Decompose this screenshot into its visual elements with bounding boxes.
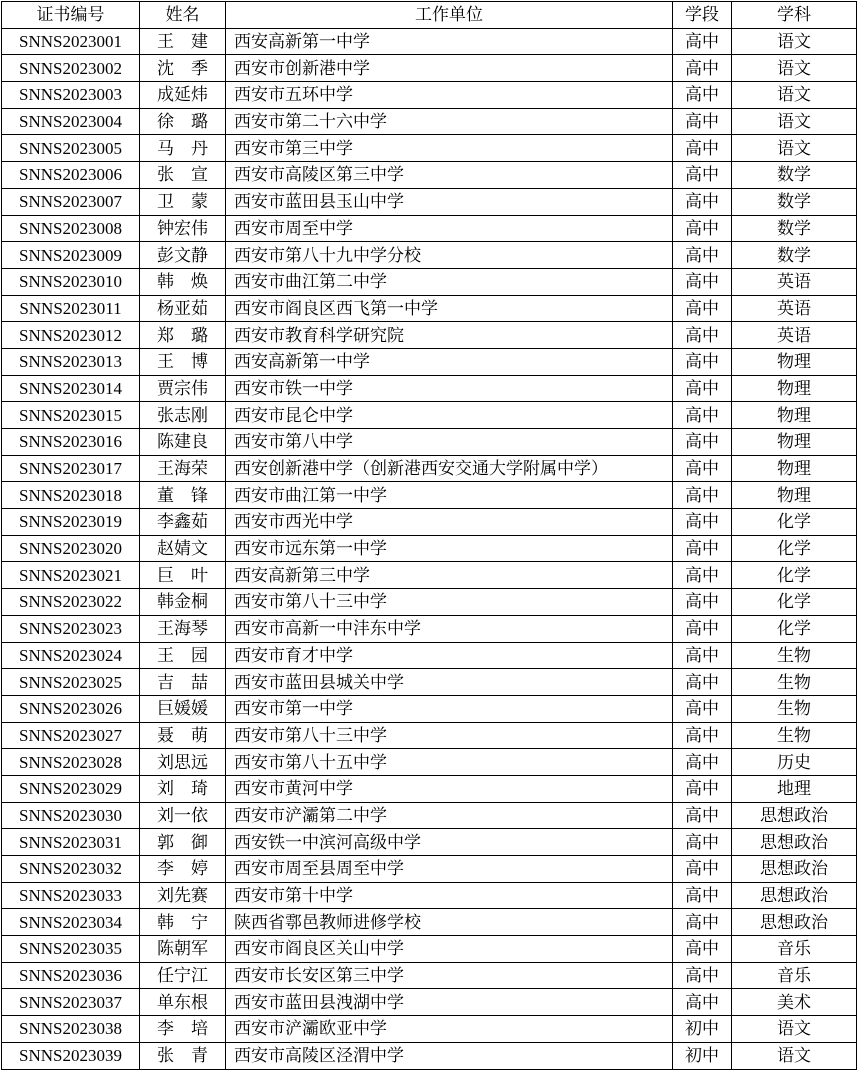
cell-stage: 高中 <box>673 669 732 696</box>
cell-stage: 高中 <box>673 242 732 269</box>
cell-work-unit: 西安市第十中学 <box>226 882 673 909</box>
table-row <box>2 535 857 562</box>
table-row <box>2 348 857 375</box>
table-row <box>2 749 857 776</box>
cell-name: 杨亚茹 <box>140 295 226 322</box>
cell-work-unit: 西安市阎良区西飞第一中学 <box>226 295 673 322</box>
cell-stage: 高中 <box>673 509 732 536</box>
cell-work-unit: 西安市蓝田县玉山中学 <box>226 188 673 215</box>
cell-work-unit: 西安市周至县周至中学 <box>226 856 673 883</box>
cell-subject: 数学 <box>732 215 857 242</box>
cell-subject: 语文 <box>732 28 857 55</box>
cell-name: 刘一依 <box>140 802 226 829</box>
cell-name: 李 婷 <box>140 856 226 883</box>
table-row <box>2 375 857 402</box>
table-row <box>2 429 857 456</box>
table-row <box>2 829 857 856</box>
cell-work-unit: 西安市第一中学 <box>226 695 673 722</box>
header-work-unit: 工作单位 <box>226 2 673 29</box>
cell-name: 张 青 <box>140 1042 226 1069</box>
cell-work-unit: 西安市高陵区泾渭中学 <box>226 1042 673 1069</box>
table-row <box>2 989 857 1016</box>
cell-name: 吉 喆 <box>140 669 226 696</box>
cell-work-unit: 西安市高新一中沣东中学 <box>226 615 673 642</box>
cell-certificate-id: SNNS2023029 <box>2 775 140 802</box>
cell-work-unit: 西安高新第一中学 <box>226 28 673 55</box>
cell-certificate-id: SNNS2023013 <box>2 348 140 375</box>
cell-stage: 高中 <box>673 749 732 776</box>
cell-name: 刘 琦 <box>140 775 226 802</box>
table-row <box>2 1042 857 1069</box>
cell-name: 王 博 <box>140 348 226 375</box>
cell-name: 韩金桐 <box>140 589 226 616</box>
table-row <box>2 1016 857 1043</box>
table-row <box>2 722 857 749</box>
cell-work-unit: 西安市育才中学 <box>226 642 673 669</box>
cell-certificate-id: SNNS2023001 <box>2 28 140 55</box>
cell-name: 韩 宁 <box>140 909 226 936</box>
header-name: 姓名 <box>140 2 226 29</box>
cell-name: 李鑫茹 <box>140 509 226 536</box>
cell-stage: 高中 <box>673 642 732 669</box>
table-row <box>2 188 857 215</box>
cell-subject: 数学 <box>732 188 857 215</box>
cell-certificate-id: SNNS2023028 <box>2 749 140 776</box>
cell-subject: 历史 <box>732 749 857 776</box>
cell-stage: 高中 <box>673 135 732 162</box>
cell-name: 陈朝军 <box>140 936 226 963</box>
cell-stage: 高中 <box>673 856 732 883</box>
cell-stage: 初中 <box>673 1016 732 1043</box>
cell-subject: 思想政治 <box>732 909 857 936</box>
cell-stage: 高中 <box>673 722 732 749</box>
cell-work-unit: 西安市曲江第一中学 <box>226 482 673 509</box>
cell-certificate-id: SNNS2023025 <box>2 669 140 696</box>
table-row <box>2 695 857 722</box>
table-row <box>2 108 857 135</box>
cell-subject: 语文 <box>732 82 857 109</box>
cell-work-unit: 西安市创新港中学 <box>226 55 673 82</box>
cell-subject: 美术 <box>732 989 857 1016</box>
cell-name: 巨 叶 <box>140 562 226 589</box>
cell-certificate-id: SNNS2023026 <box>2 695 140 722</box>
cell-name: 王 园 <box>140 642 226 669</box>
cell-work-unit: 西安市第八十五中学 <box>226 749 673 776</box>
cell-certificate-id: SNNS2023034 <box>2 909 140 936</box>
cell-name: 单东根 <box>140 989 226 1016</box>
cell-certificate-id: SNNS2023014 <box>2 375 140 402</box>
cell-certificate-id: SNNS2023037 <box>2 989 140 1016</box>
cell-subject: 英语 <box>732 295 857 322</box>
cell-name: 马 丹 <box>140 135 226 162</box>
cell-stage: 高中 <box>673 108 732 135</box>
cell-stage: 高中 <box>673 962 732 989</box>
cell-stage: 高中 <box>673 615 732 642</box>
cell-work-unit: 西安市曲江第二中学 <box>226 268 673 295</box>
certificate-table <box>1 1 857 1070</box>
cell-subject: 物理 <box>732 482 857 509</box>
cell-certificate-id: SNNS2023005 <box>2 135 140 162</box>
cell-subject: 生物 <box>732 695 857 722</box>
table-body <box>2 28 857 1069</box>
cell-certificate-id: SNNS2023020 <box>2 535 140 562</box>
cell-name: 贾宗伟 <box>140 375 226 402</box>
cell-certificate-id: SNNS2023019 <box>2 509 140 536</box>
table-row <box>2 455 857 482</box>
cell-subject: 音乐 <box>732 962 857 989</box>
cell-name: 郭 御 <box>140 829 226 856</box>
cell-subject: 语文 <box>732 135 857 162</box>
table-row <box>2 82 857 109</box>
cell-name: 董 锋 <box>140 482 226 509</box>
table-row <box>2 909 857 936</box>
cell-subject: 化学 <box>732 535 857 562</box>
cell-stage: 高中 <box>673 348 732 375</box>
cell-subject: 思想政治 <box>732 856 857 883</box>
cell-certificate-id: SNNS2023008 <box>2 215 140 242</box>
cell-certificate-id: SNNS2023030 <box>2 802 140 829</box>
cell-stage: 初中 <box>673 1042 732 1069</box>
cell-subject: 地理 <box>732 775 857 802</box>
cell-stage: 高中 <box>673 775 732 802</box>
cell-work-unit: 西安市五环中学 <box>226 82 673 109</box>
cell-name: 徐 璐 <box>140 108 226 135</box>
header-certificate-id: 证书编号 <box>2 2 140 29</box>
table-row <box>2 589 857 616</box>
cell-stage: 高中 <box>673 989 732 1016</box>
cell-stage: 高中 <box>673 188 732 215</box>
table-row <box>2 482 857 509</box>
cell-subject: 思想政治 <box>732 802 857 829</box>
header-stage: 学段 <box>673 2 732 29</box>
cell-work-unit: 西安创新港中学（创新港西安交通大学附属中学） <box>226 455 673 482</box>
cell-subject: 物理 <box>732 402 857 429</box>
cell-certificate-id: SNNS2023023 <box>2 615 140 642</box>
cell-work-unit: 西安市第八十三中学 <box>226 589 673 616</box>
cell-subject: 音乐 <box>732 936 857 963</box>
cell-name: 沈 季 <box>140 55 226 82</box>
cell-work-unit: 西安市周至中学 <box>226 215 673 242</box>
table-row <box>2 215 857 242</box>
table-row <box>2 242 857 269</box>
cell-subject: 生物 <box>732 669 857 696</box>
cell-certificate-id: SNNS2023016 <box>2 429 140 456</box>
table-row <box>2 642 857 669</box>
cell-subject: 化学 <box>732 589 857 616</box>
cell-work-unit: 西安市教育科学研究院 <box>226 322 673 349</box>
cell-certificate-id: SNNS2023024 <box>2 642 140 669</box>
cell-stage: 高中 <box>673 429 732 456</box>
cell-stage: 高中 <box>673 322 732 349</box>
cell-name: 陈建良 <box>140 429 226 456</box>
cell-work-unit: 西安铁一中滨河高级中学 <box>226 829 673 856</box>
table-row <box>2 882 857 909</box>
table-row <box>2 402 857 429</box>
table-row <box>2 295 857 322</box>
table-row <box>2 962 857 989</box>
cell-stage: 高中 <box>673 162 732 189</box>
cell-name: 张 宣 <box>140 162 226 189</box>
cell-name: 韩 焕 <box>140 268 226 295</box>
cell-name: 任宁江 <box>140 962 226 989</box>
cell-subject: 化学 <box>732 562 857 589</box>
table-row <box>2 775 857 802</box>
cell-stage: 高中 <box>673 535 732 562</box>
cell-certificate-id: SNNS2023036 <box>2 962 140 989</box>
cell-certificate-id: SNNS2023018 <box>2 482 140 509</box>
table-row <box>2 162 857 189</box>
cell-work-unit: 西安市第八十九中学分校 <box>226 242 673 269</box>
cell-certificate-id: SNNS2023032 <box>2 856 140 883</box>
cell-certificate-id: SNNS2023039 <box>2 1042 140 1069</box>
table-row <box>2 802 857 829</box>
cell-name: 李 培 <box>140 1016 226 1043</box>
cell-subject: 英语 <box>732 268 857 295</box>
cell-stage: 高中 <box>673 695 732 722</box>
cell-subject: 生物 <box>732 722 857 749</box>
cell-stage: 高中 <box>673 215 732 242</box>
cell-stage: 高中 <box>673 455 732 482</box>
cell-stage: 高中 <box>673 802 732 829</box>
cell-certificate-id: SNNS2023033 <box>2 882 140 909</box>
table-row <box>2 135 857 162</box>
cell-work-unit: 西安市第二十六中学 <box>226 108 673 135</box>
cell-subject: 生物 <box>732 642 857 669</box>
cell-name: 刘思远 <box>140 749 226 776</box>
cell-work-unit: 西安市远东第一中学 <box>226 535 673 562</box>
cell-work-unit: 西安市第三中学 <box>226 135 673 162</box>
cell-name: 刘先赛 <box>140 882 226 909</box>
cell-subject: 语文 <box>732 108 857 135</box>
cell-work-unit: 西安市浐灞欧亚中学 <box>226 1016 673 1043</box>
cell-certificate-id: SNNS2023017 <box>2 455 140 482</box>
cell-subject: 数学 <box>732 242 857 269</box>
table-row <box>2 856 857 883</box>
cell-name: 王海荣 <box>140 455 226 482</box>
cell-subject: 英语 <box>732 322 857 349</box>
table-row <box>2 936 857 963</box>
cell-certificate-id: SNNS2023009 <box>2 242 140 269</box>
cell-name: 巨媛媛 <box>140 695 226 722</box>
cell-work-unit: 西安市高陵区第三中学 <box>226 162 673 189</box>
cell-work-unit: 西安市长安区第三中学 <box>226 962 673 989</box>
cell-work-unit: 西安市蓝田县洩湖中学 <box>226 989 673 1016</box>
cell-stage: 高中 <box>673 55 732 82</box>
table-row <box>2 615 857 642</box>
cell-certificate-id: SNNS2023010 <box>2 268 140 295</box>
cell-subject: 语文 <box>732 1016 857 1043</box>
cell-certificate-id: SNNS2023011 <box>2 295 140 322</box>
cell-subject: 化学 <box>732 509 857 536</box>
table-row <box>2 268 857 295</box>
cell-stage: 高中 <box>673 482 732 509</box>
cell-stage: 高中 <box>673 829 732 856</box>
cell-work-unit: 陕西省鄠邑教师进修学校 <box>226 909 673 936</box>
cell-certificate-id: SNNS2023007 <box>2 188 140 215</box>
cell-certificate-id: SNNS2023012 <box>2 322 140 349</box>
cell-subject: 物理 <box>732 348 857 375</box>
header-subject: 学科 <box>732 2 857 29</box>
cell-certificate-id: SNNS2023002 <box>2 55 140 82</box>
cell-name: 成延炜 <box>140 82 226 109</box>
cell-work-unit: 西安市昆仑中学 <box>226 402 673 429</box>
cell-certificate-id: SNNS2023004 <box>2 108 140 135</box>
cell-name: 郑 璐 <box>140 322 226 349</box>
cell-stage: 高中 <box>673 375 732 402</box>
cell-work-unit: 西安市第八中学 <box>226 429 673 456</box>
cell-stage: 高中 <box>673 28 732 55</box>
cell-subject: 物理 <box>732 375 857 402</box>
cell-work-unit: 西安市阎良区关山中学 <box>226 936 673 963</box>
cell-work-unit: 西安高新第一中学 <box>226 348 673 375</box>
cell-work-unit: 西安高新第三中学 <box>226 562 673 589</box>
cell-name: 王海琴 <box>140 615 226 642</box>
cell-name: 卫 蒙 <box>140 188 226 215</box>
cell-certificate-id: SNNS2023015 <box>2 402 140 429</box>
cell-certificate-id: SNNS2023022 <box>2 589 140 616</box>
cell-certificate-id: SNNS2023027 <box>2 722 140 749</box>
cell-certificate-id: SNNS2023031 <box>2 829 140 856</box>
table-row <box>2 322 857 349</box>
table-row <box>2 669 857 696</box>
cell-name: 赵婧文 <box>140 535 226 562</box>
cell-subject: 数学 <box>732 162 857 189</box>
cell-work-unit: 西安市黄河中学 <box>226 775 673 802</box>
cell-name: 钟宏伟 <box>140 215 226 242</box>
cell-subject: 思想政治 <box>732 829 857 856</box>
cell-name: 张志刚 <box>140 402 226 429</box>
cell-work-unit: 西安市浐灞第二中学 <box>226 802 673 829</box>
cell-name: 彭文静 <box>140 242 226 269</box>
cell-certificate-id: SNNS2023035 <box>2 936 140 963</box>
cell-work-unit: 西安市西光中学 <box>226 509 673 536</box>
cell-subject: 物理 <box>732 429 857 456</box>
table-header-row <box>2 2 857 29</box>
cell-stage: 高中 <box>673 562 732 589</box>
cell-certificate-id: SNNS2023038 <box>2 1016 140 1043</box>
cell-subject: 语文 <box>732 55 857 82</box>
cell-subject: 语文 <box>732 1042 857 1069</box>
table-row <box>2 28 857 55</box>
cell-stage: 高中 <box>673 936 732 963</box>
table-row <box>2 562 857 589</box>
cell-stage: 高中 <box>673 909 732 936</box>
cell-certificate-id: SNNS2023003 <box>2 82 140 109</box>
table-row <box>2 509 857 536</box>
cell-subject: 物理 <box>732 455 857 482</box>
cell-name: 王 建 <box>140 28 226 55</box>
cell-work-unit: 西安市蓝田县城关中学 <box>226 669 673 696</box>
cell-stage: 高中 <box>673 295 732 322</box>
cell-stage: 高中 <box>673 82 732 109</box>
cell-certificate-id: SNNS2023021 <box>2 562 140 589</box>
cell-subject: 思想政治 <box>732 882 857 909</box>
cell-stage: 高中 <box>673 882 732 909</box>
cell-name: 聂 萌 <box>140 722 226 749</box>
cell-stage: 高中 <box>673 589 732 616</box>
cell-work-unit: 西安市第八十三中学 <box>226 722 673 749</box>
table-row <box>2 55 857 82</box>
cell-certificate-id: SNNS2023006 <box>2 162 140 189</box>
cell-subject: 化学 <box>732 615 857 642</box>
cell-work-unit: 西安市铁一中学 <box>226 375 673 402</box>
cell-stage: 高中 <box>673 268 732 295</box>
cell-stage: 高中 <box>673 402 732 429</box>
